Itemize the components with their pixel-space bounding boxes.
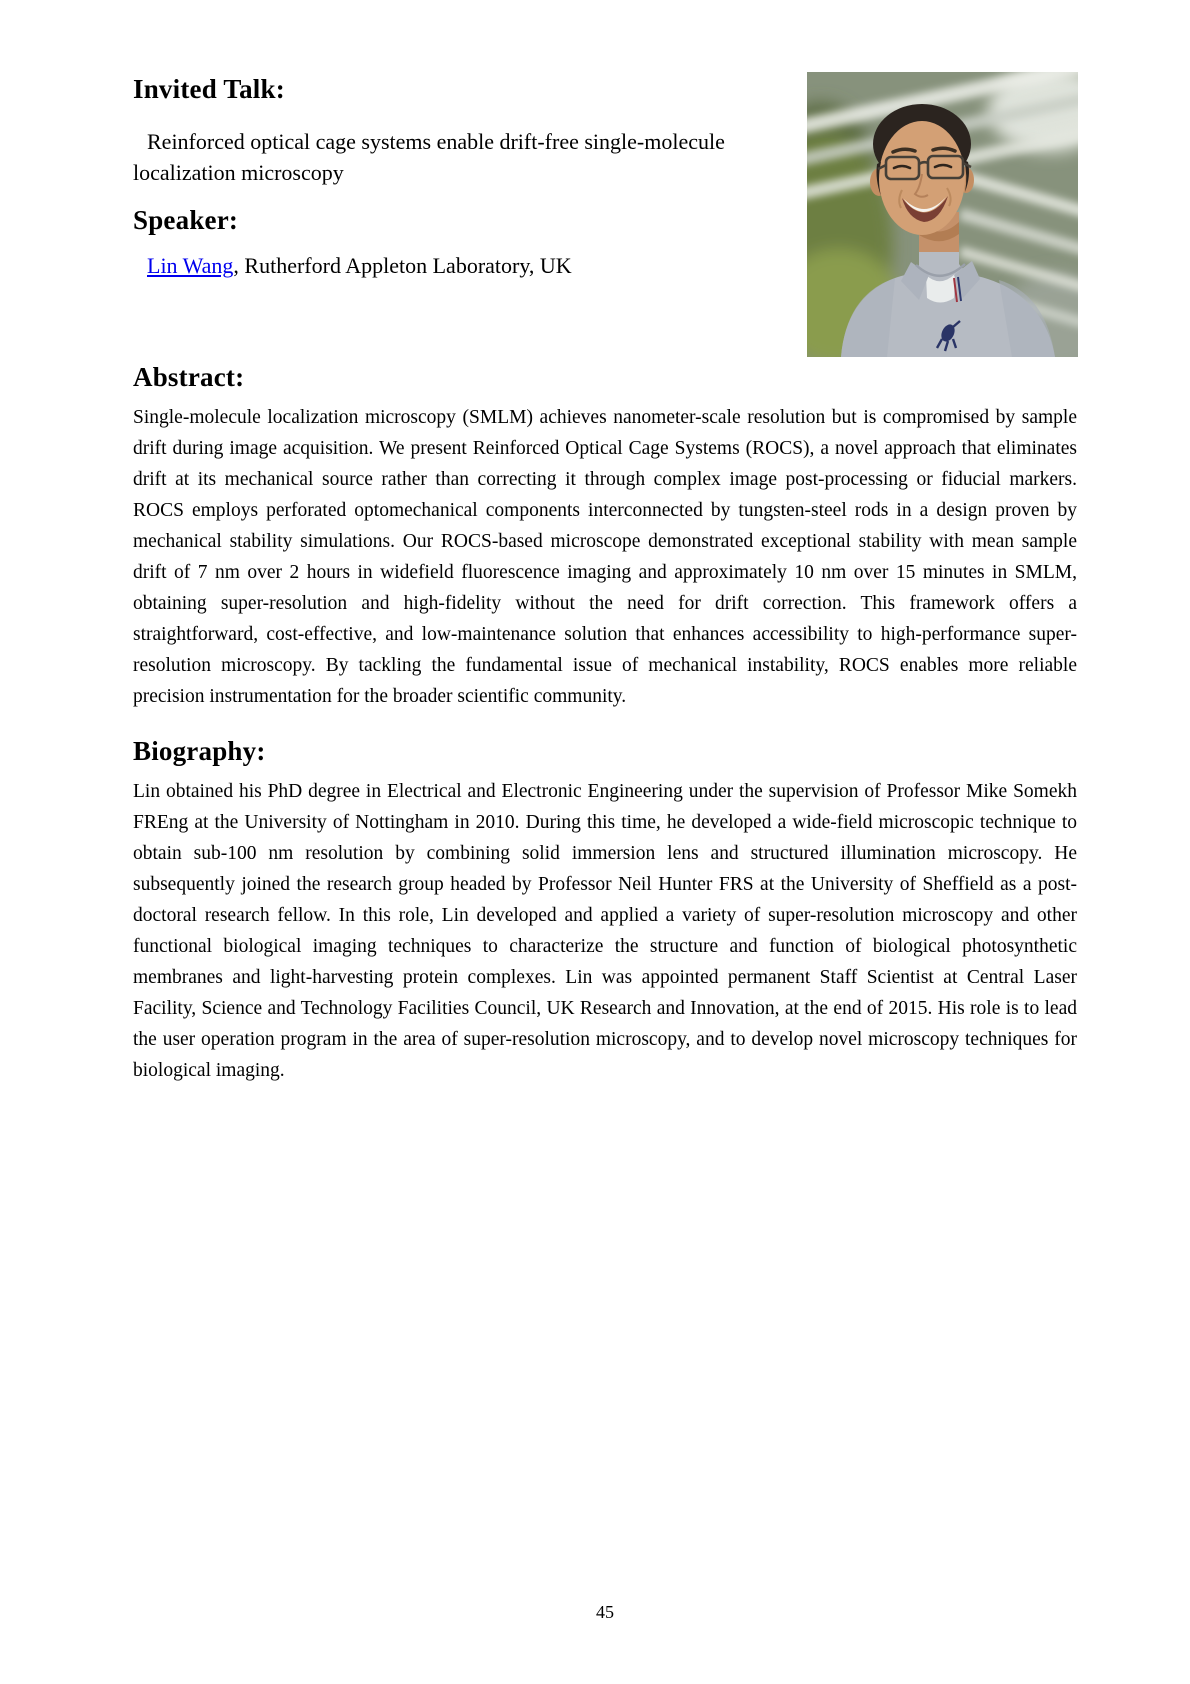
abstract-heading: Abstract: — [133, 362, 245, 392]
page-number: 45 — [596, 1602, 614, 1622]
abstract-text: Single-molecule localization microscopy (SMLM) achieves nanometer-scale resolution but is compromised by sample drift during image acquisition. We present Reinforced Optical Cage Systems (ROCS), a novel approach that eliminates drift at its mechanical source rather than correcting it through complex image post-processing or fiducial markers. ROCS employs perforated optomechanical components interconnected by tungsten-steel rods in a design proven by mechanical stability simulations. Our ROCS-based microscope demonstrated exceptional stability with mean sample drift of 7 nm over 2 hours in widefield fluorescence imaging and approximately 10 nm over 15 minutes in SMLM, obtaining super-resolution and high-fidelity without the need for drift correction. This framework offers a straightforward, cost-effective, and low-maintenance solution that enhances accessibility to high-performance super-resolution microscopy. By tackling the fundamental issue of mechanical instability, ROCS enables more reliable precision instrumentation for the broader scientific community. — [133, 407, 1077, 707]
speaker-affiliation: , Rutherford Appleton Laboratory, UK — [233, 253, 572, 278]
biography-heading: Biography: — [133, 736, 266, 766]
biography-text: Lin obtained his PhD degree in Electrical and Electronic Engineering under the supervision of Professor Mike Somekh FREng at the University of Nottingham in 2010. During this time, he developed a wide-field microscopic technique to obtain sub-100 nm resolution by combining solid immersion lens and structured illumination microscopy. He subsequently joined the research group headed by Professor Neil Hunter FRS at the University of Sheffield as a post-doctoral research fellow. In this role, Lin developed and applied a variety of super-resolution microscopy and other functional biological imaging techniques to characterize the structure and function of biological photosynthetic membranes and light-harvesting protein complexes. Lin was appointed permanent Staff Scientist at Central Laser Facility, Science and Technology Facilities Council, UK Research and Innovation, at the end of 2015. His role is to lead the user operation program in the area of super-resolution microscopy, and to develop novel microscopy techniques for biological imaging. — [133, 781, 1077, 1081]
speaker-photo — [807, 72, 1078, 357]
speaker-name-link[interactable]: Lin Wang — [147, 253, 234, 278]
speaker-heading: Speaker: — [133, 205, 239, 235]
talk-title: Reinforced optical cage systems enable drift-free single-molecule localization microscopy — [133, 129, 725, 185]
invited-talk-heading: Invited Talk: — [133, 74, 285, 104]
